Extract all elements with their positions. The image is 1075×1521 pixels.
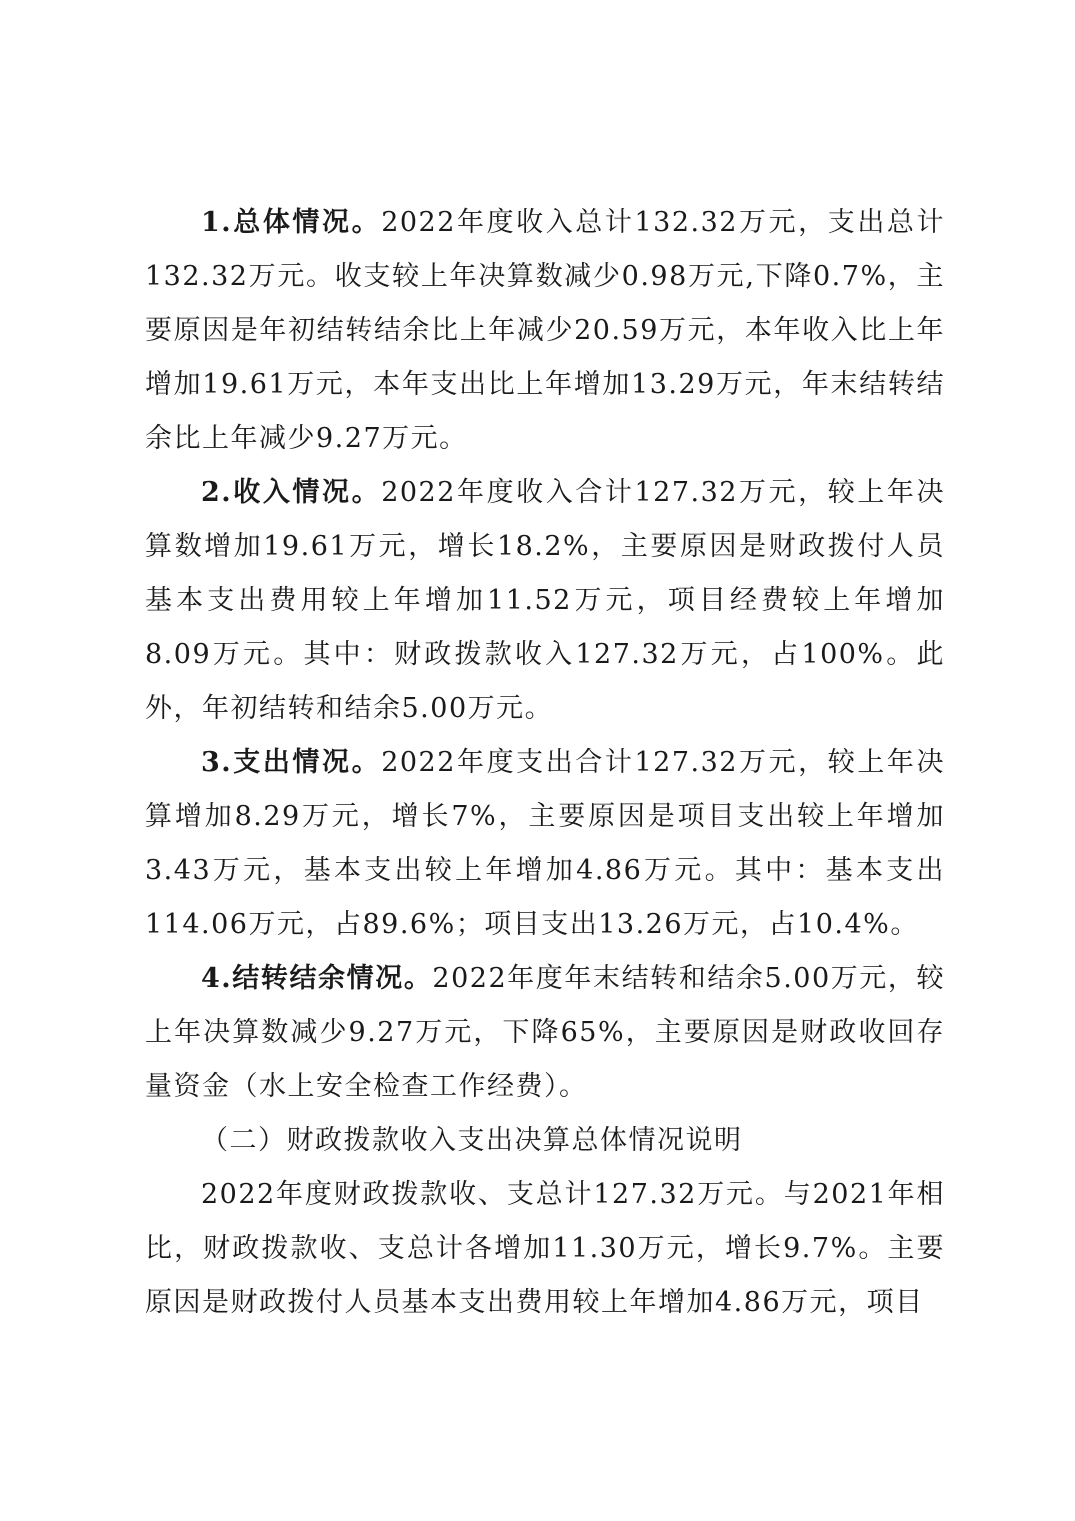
paragraph-lead-carryover: 4.结转结余情况。 <box>201 963 433 994</box>
paragraph-text-expenditure: 2022年度支出合计127.32万元，较上年决算增加8.29万元，增长7%，主要原因是项目支出较上年增加3.43万元，基本支出较上年增加4.86万元。其中：基本支出114.06万元，占89.6%；项目支出13.26万元，占10.4%。 <box>145 747 946 940</box>
paragraph-text-carryover: 2022年度年末结转和结余5.00万元，较上年决算数减少9.27万元，下降65%，主要原因是财政收回存量资金（水上安全检查工作经费）。 <box>145 963 945 1102</box>
paragraph-text-income: 2022年度收入合计127.32万元，较上年决算数增加19.61万元，增长18.2%，主要原因是财政拨付人员基本支出费用较上年增加11.52万元，项目经费较上年增加8.09万元。其中：财政拨款收入127.32万元，占100%。此外，年初结转和结余5.00万元。 <box>145 477 946 724</box>
paragraph-fiscal-summary: 2022年度财政拨款收、支总计127.32万元。与2021年相比，财政拨款收、支总计各增加11.30万元，增长9.7%。主要原因是财政拨付人员基本支出费用较上年增加4.86万元，项目 <box>145 1179 945 1318</box>
paragraph-expenditure <box>145 736 945 952</box>
paragraph-text-overall: 2022年度收入总计132.32万元，支出总计132.32万元。收支较上年决算数减少0.98万元,下降0.7%，主要原因是年初结转结余比上年减少20.59万元，本年收入比上年增加19.61万元，本年支出比上年增加13.29万元，年末结转结余比上年减少9.27万元。 <box>145 207 946 454</box>
paragraph-overall <box>145 196 945 466</box>
paragraph-lead-expenditure: 3.支出情况。 <box>201 747 382 778</box>
paragraph-lead-overall: 1.总体情况。 <box>201 207 382 238</box>
document-body <box>145 196 945 1330</box>
paragraph-carryover <box>145 952 945 1114</box>
paragraph-income <box>145 466 945 736</box>
section-heading: （二）财政拨款收入支出决算总体情况说明 <box>201 1125 743 1156</box>
paragraph-lead-income: 2.收入情况。 <box>201 477 382 508</box>
